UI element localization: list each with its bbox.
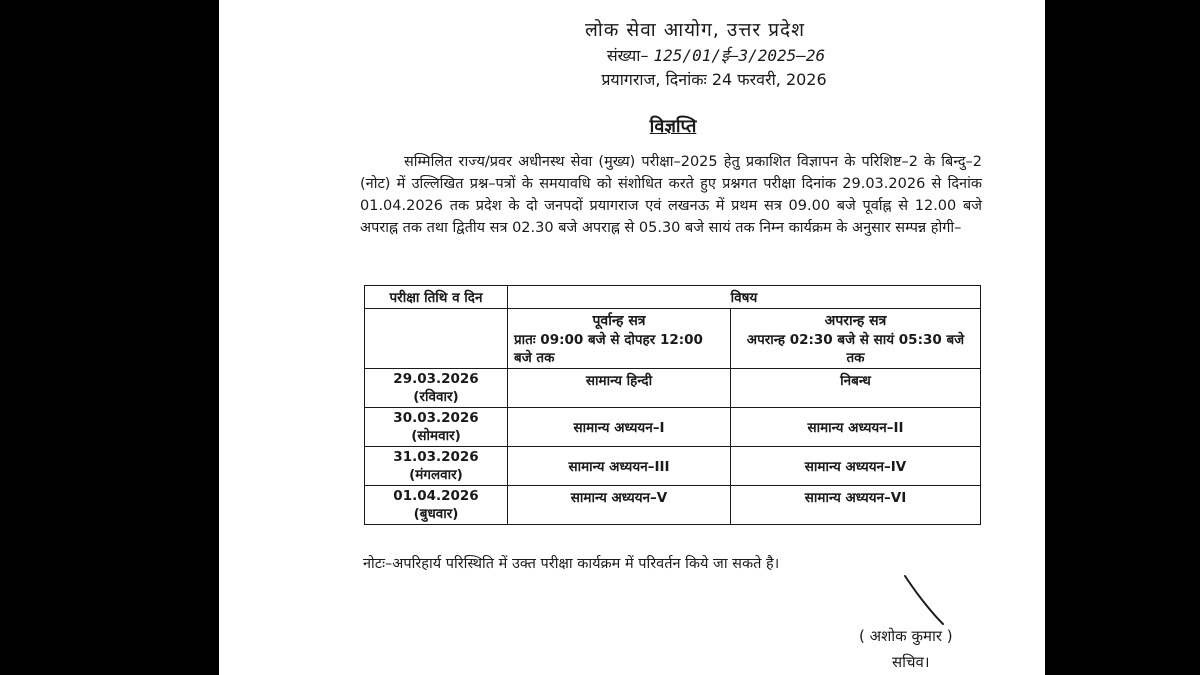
notice-title: विज्ञप्ति	[649, 116, 697, 137]
session2-name: अपरान्ह सत्र	[824, 313, 887, 329]
session-header-row	[365, 309, 981, 369]
session1-header	[508, 309, 731, 369]
row-day: (रविवार)	[413, 389, 459, 405]
place-date	[219, 68, 1045, 90]
row-day: (सोमवार)	[411, 428, 461, 444]
row-day: (बुधवार)	[413, 506, 459, 522]
row-session2-subject: सामान्य अध्ययन–VI	[731, 486, 981, 525]
row-session1-subject: सामान्य अध्ययन–V	[508, 486, 731, 525]
signatory-designation: सचिव।	[892, 653, 930, 671]
row-date: 29.03.2026	[393, 371, 479, 387]
session-header-blank	[365, 309, 508, 369]
table-row	[365, 408, 981, 447]
session2-header	[731, 309, 981, 369]
session1-name: पूर्वान्ह सत्र	[592, 313, 646, 329]
session1-time: प्रातः 09:00 बजे से दोपहर 12:00 बजे तक	[514, 332, 703, 366]
org-name: लोक सेवा आयोग, उत्तर प्रदेश	[584, 19, 806, 41]
header-subject: विषय	[508, 286, 981, 309]
row-session2-subject: सामान्य अध्ययन–II	[731, 408, 981, 447]
row-session1-subject: सामान्य अध्ययन–I	[508, 408, 731, 447]
signatory-name: ( अशोक कुमार )	[859, 627, 953, 645]
reference-number	[219, 44, 1045, 66]
table-row	[365, 486, 981, 525]
session2-time: अपरान्ह 02:30 बजे से सायं 05:30 बजे तक	[746, 332, 965, 366]
signature-mark-icon	[897, 572, 957, 632]
table-header-row	[365, 286, 981, 309]
row-date-cell	[365, 447, 508, 486]
row-date: 01.04.2026	[393, 488, 479, 504]
header-date-day: परीक्षा तिथि व दिन	[365, 286, 508, 309]
place-date-value: 24 फरवरी, 2026	[711, 70, 827, 89]
row-session2-subject: निबन्ध	[731, 369, 981, 408]
row-date-cell	[365, 369, 508, 408]
row-date: 31.03.2026	[393, 449, 479, 465]
exam-schedule-table	[364, 285, 981, 525]
row-session2-subject: सामान्य अध्ययन–IV	[731, 447, 981, 486]
table-row	[365, 447, 981, 486]
place-date-label: प्रयागराज, दिनांकः	[601, 70, 712, 89]
notice-note: नोटः–अपरिहार्य परिस्थिति में उक्त परीक्षा कार्यक्रम में परिवर्तन किये जा सकते है।	[363, 556, 780, 572]
row-session1-subject: सामान्य हिन्दी	[508, 369, 731, 408]
row-day: (मंगलवार)	[409, 467, 463, 483]
notice-body: सम्मिलित राज्य/प्रवर अधीनस्थ सेवा (मुख्य) परीक्षा–2025 हेतु प्रकाशित विज्ञापन के परिशिष्ट–2 के बिन्दु–2 (नोट) में उल्लिखित प्रश्न–पत्रों के समयावधि को संशोधित करते हुए प्रश्नगत परीक्षा दिनांक 29.03.2026 से दिनांक 01.04.2026 तक प्रदेश के दो जनपदों प्रयागराज एवं लखनऊ में प्रथम सत्र 09.00 बजे पूर्वाह्न से 12.00 बजे अपराह्न तक तथा द्वितीय सत्र 02.30 बजे अपराह्न से 05.30 बजे सायं तक निम्न कार्यक्रम के अनुसार सम्पन्न होगी–	[360, 154, 982, 236]
row-date: 30.03.2026	[393, 410, 479, 426]
row-date-cell	[365, 408, 508, 447]
row-session1-subject: सामान्य अध्ययन–III	[508, 447, 731, 486]
reference-number-value: 125/01/ई–3/2025–26	[653, 46, 826, 65]
row-date-cell	[365, 486, 508, 525]
table-row	[365, 369, 981, 408]
reference-number-label: संख्या–	[606, 46, 654, 65]
notice-page	[219, 0, 1045, 675]
